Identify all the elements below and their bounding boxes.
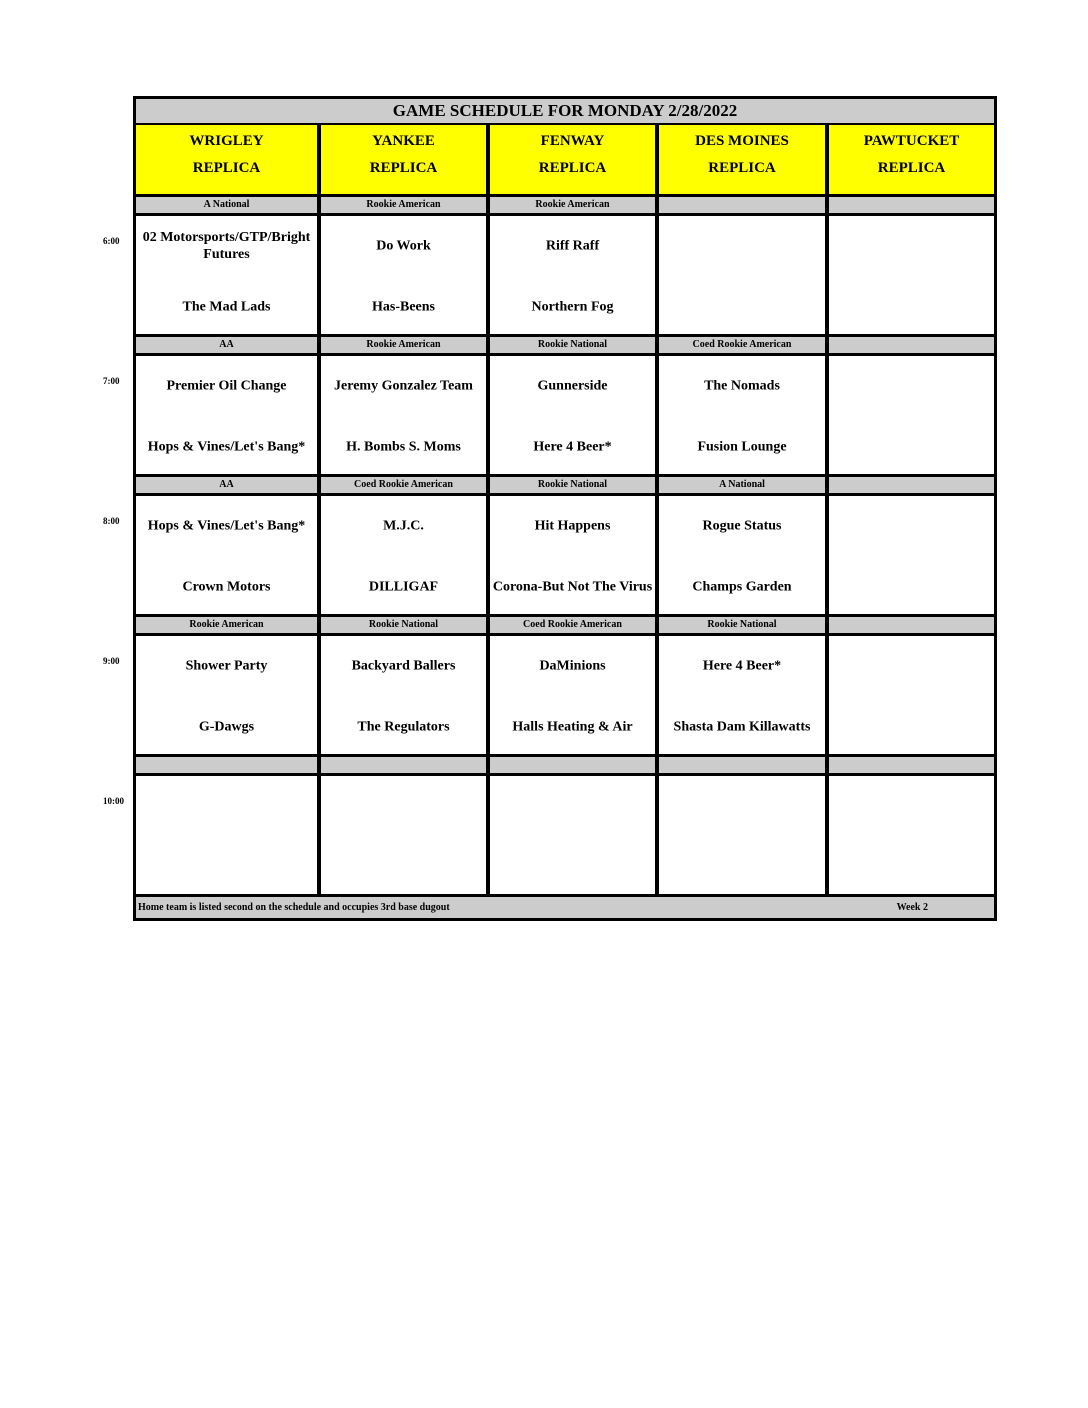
game-cell [319, 216, 488, 337]
game-cell [657, 496, 827, 617]
game-cell [657, 776, 827, 897]
game-cell [827, 356, 997, 477]
game-cell [827, 496, 997, 617]
division-label: A National [657, 477, 827, 496]
game-cell [488, 356, 657, 477]
game-cell [827, 636, 997, 757]
away-team: M.J.C. [383, 518, 424, 534]
field-header [133, 125, 319, 197]
away-team: Here 4 Beer* [702, 658, 782, 674]
game-cell [827, 776, 997, 897]
away-team: Backyard Ballers [351, 658, 456, 674]
division-label: Rookie National [657, 617, 827, 636]
game-cell [827, 216, 997, 337]
field-name: PAWTUCKET [863, 133, 960, 149]
away-team: Gunnerside [537, 378, 608, 394]
away-team: Shower Party [185, 658, 268, 674]
division-label: A National [133, 197, 319, 216]
field-name: DES MOINES [695, 133, 789, 149]
home-team: The Mad Lads [182, 299, 271, 315]
field-header [488, 125, 657, 197]
schedule-title: GAME SCHEDULE FOR MONDAY 2/28/2022 [133, 96, 997, 125]
game-cell [319, 776, 488, 897]
time-label: 6:00 [103, 236, 120, 246]
division-label: Rookie American [488, 197, 657, 216]
time-label: 9:00 [103, 656, 120, 666]
division-label: Rookie National [488, 477, 657, 496]
division-label [133, 757, 319, 776]
time-slots [133, 197, 997, 897]
home-team: Hops & Vines/Let's Bang* [147, 439, 306, 455]
home-team: Shasta Dam Killawatts [673, 719, 811, 735]
game-cell [488, 636, 657, 757]
division-label: Coed Rookie American [319, 477, 488, 496]
home-team: The Regulators [357, 719, 450, 735]
division-label: Rookie American [133, 617, 319, 636]
home-team: H. Bombs S. Moms [346, 439, 461, 455]
division-label: AA [133, 337, 319, 356]
division-label: Coed Rookie American [657, 337, 827, 356]
field-type: REPLICA [369, 160, 438, 176]
game-cell [133, 636, 319, 757]
division-label: AA [133, 477, 319, 496]
division-label [657, 757, 827, 776]
away-team: Hops & Vines/Let's Bang* [147, 518, 306, 534]
away-team: 02 Motorsports/GTP/Bright Futures [142, 230, 311, 262]
away-team: Premier Oil Change [166, 378, 287, 394]
division-label: Coed Rookie American [488, 617, 657, 636]
time-label: 10:00 [103, 796, 124, 806]
home-team: DILLIGAF [368, 579, 439, 595]
field-type: REPLICA [538, 160, 607, 176]
game-cell [133, 496, 319, 617]
away-team: DaMinions [539, 658, 606, 674]
game-row [133, 356, 997, 477]
division-row [133, 477, 997, 496]
division-row [133, 197, 997, 216]
home-team: Fusion Lounge [697, 439, 787, 455]
field-header [657, 125, 827, 197]
game-row [133, 776, 997, 897]
week-label: Week 2 [896, 902, 928, 913]
division-label: Rookie National [319, 617, 488, 636]
game-cell [488, 216, 657, 337]
field-header [827, 125, 997, 197]
game-cell [319, 356, 488, 477]
away-team: Jeremy Gonzalez Team [334, 378, 473, 394]
division-row [133, 337, 997, 356]
away-team: Do Work [376, 238, 431, 254]
game-cell [657, 636, 827, 757]
home-team: Champs Garden [692, 579, 792, 595]
schedule-table [133, 96, 997, 921]
division-label [827, 617, 997, 636]
division-label [827, 337, 997, 356]
field-name: FENWAY [540, 133, 605, 149]
away-team: Hit Happens [534, 518, 611, 534]
game-cell [488, 496, 657, 617]
game-row [133, 636, 997, 757]
field-name: WRIGLEY [189, 133, 264, 149]
away-team: The Nomads [704, 378, 780, 394]
field-type: REPLICA [877, 160, 946, 176]
schedule-footer [133, 897, 997, 921]
field-type: REPLICA [708, 160, 776, 176]
home-team: Here 4 Beer* [533, 439, 612, 455]
time-label: 7:00 [103, 376, 120, 386]
field-type: REPLICA [192, 160, 261, 176]
home-team: Crown Motors [182, 579, 271, 595]
home-team: Corona-But Not The Virus [492, 579, 653, 595]
division-label: Rookie American [319, 337, 488, 356]
game-row [133, 496, 997, 617]
field-header [319, 125, 488, 197]
home-team: Northern Fog [531, 299, 614, 315]
division-label [488, 757, 657, 776]
division-label: Rookie National [488, 337, 657, 356]
home-team: Has-Beens [372, 299, 435, 315]
game-cell [319, 636, 488, 757]
away-team: Rogue Status [702, 518, 782, 534]
time-label: 8:00 [103, 516, 120, 526]
game-cell [133, 776, 319, 897]
division-label [319, 757, 488, 776]
home-team: Halls Heating & Air [512, 719, 633, 735]
division-row [133, 617, 997, 636]
home-team-note: Home team is listed second on the schedule and occupies 3rd base dugout [138, 902, 450, 913]
field-name: YANKEE [372, 133, 435, 149]
game-cell [133, 356, 319, 477]
game-cell [657, 356, 827, 477]
division-label [827, 477, 997, 496]
division-label [827, 197, 997, 216]
division-label [827, 757, 997, 776]
game-cell [488, 776, 657, 897]
game-cell [319, 496, 488, 617]
away-team: Riff Raff [545, 238, 600, 254]
division-row [133, 757, 997, 776]
game-row [133, 216, 997, 337]
home-team: G-Dawgs [198, 719, 255, 735]
division-label: Rookie American [319, 197, 488, 216]
division-label [657, 197, 827, 216]
game-cell [133, 216, 319, 337]
field-header-row [133, 125, 997, 197]
game-cell [657, 216, 827, 337]
